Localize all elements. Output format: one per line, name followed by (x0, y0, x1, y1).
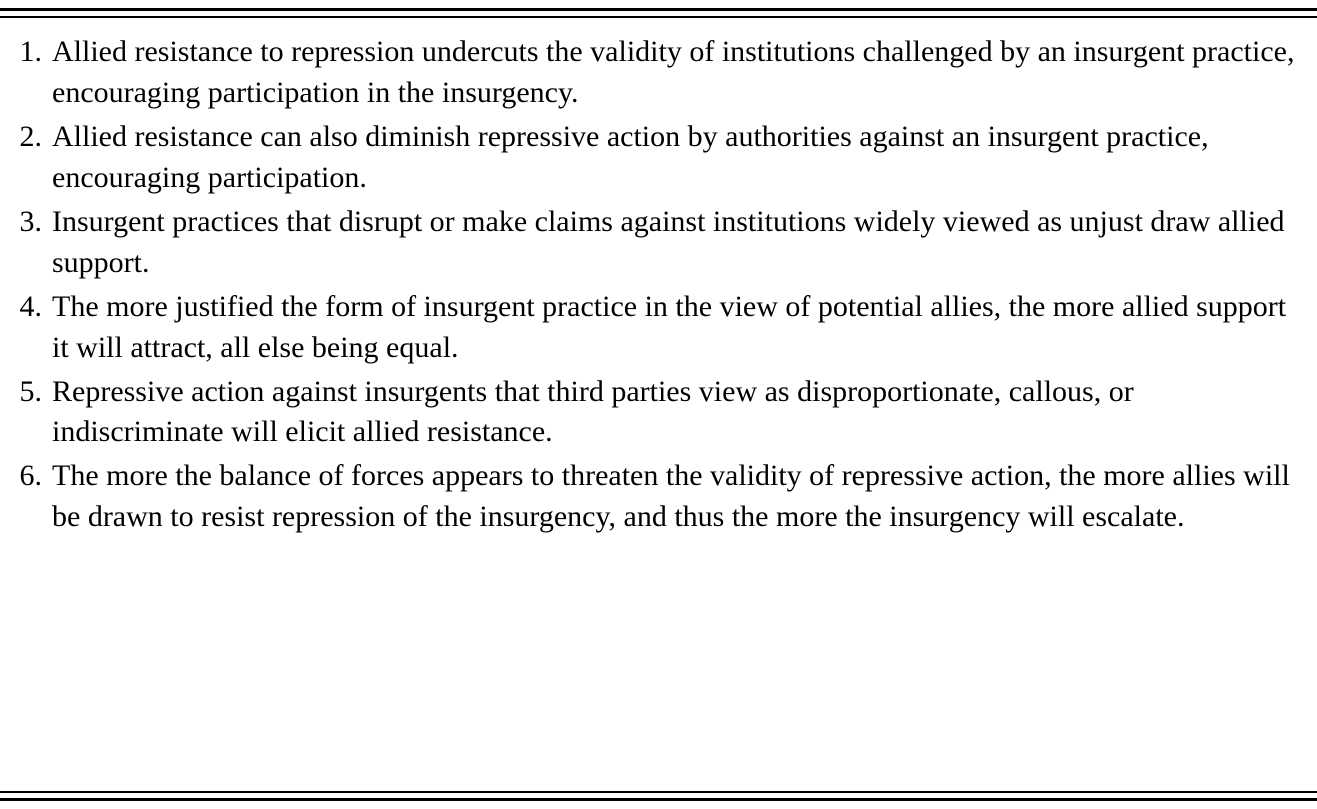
list-item-number: 2. (19, 119, 42, 153)
list-item-number: 4. (19, 289, 42, 323)
list-item (6, 32, 1303, 114)
top-double-rule (0, 8, 1317, 18)
list-item (6, 456, 1303, 538)
bottom-double-rule (0, 791, 1317, 801)
list-item (6, 117, 1303, 199)
list-item-text: Insurgent practices that disrupt or make claims against institutions widely viewed as unjust draw allied support. (52, 204, 1285, 279)
list-item-number: 3. (19, 204, 42, 238)
list-item-text: Allied resistance to repression undercuts the validity of institutions challenged by an insurgent practice, encouraging participation in the insurgency. (52, 35, 1295, 109)
list-item-text: Repressive action against insurgents that third parties view as disproportionate, callous, or indiscriminate will elicit allied resistance. (52, 374, 1134, 449)
list-item-text: The more justified the form of insurgent practice in the view of potential allies, the more allied support it will attract, all else being equal. (52, 289, 1287, 364)
list-item-number: 5. (19, 374, 42, 408)
proposition-list (6, 32, 1303, 538)
list-item-number: 1. (19, 35, 42, 68)
list-item (6, 287, 1303, 369)
list-item-number: 6. (19, 459, 42, 493)
list-item (6, 372, 1303, 454)
document-body (0, 18, 1317, 791)
list-item (6, 202, 1303, 284)
list-item-text: Allied resistance can also diminish repressive action by authorities against an insurgent practice, encouraging participation. (52, 119, 1209, 194)
list-item-text: The more the balance of forces appears to threaten the validity of repressive action, the more allies will be drawn to resist repression of the insurgency, and thus the more the insurgency will escalate. (52, 459, 1290, 534)
